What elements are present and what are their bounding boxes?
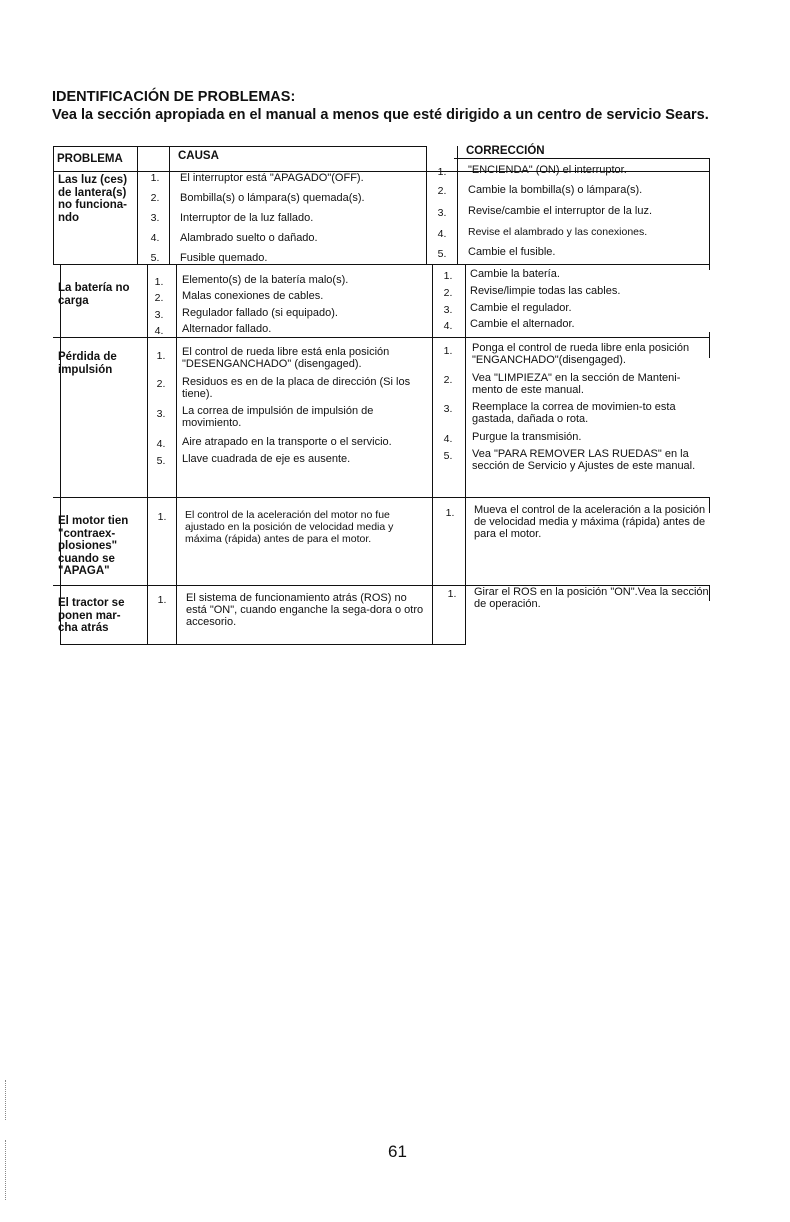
correction-number: 4. xyxy=(437,228,447,240)
correction-text: Girar el ROS en la posición "ON".Vea la sección de operación. xyxy=(474,586,709,610)
cause-text: El interruptor está "APAGADO"(OFF). xyxy=(180,172,364,184)
cause-text: Regulador fallado (si equipado). xyxy=(182,307,338,319)
correction-number: 1. xyxy=(443,270,453,282)
cause-number: 1. xyxy=(156,350,166,362)
cause-number: 2. xyxy=(156,378,166,390)
table-top-rule xyxy=(53,146,427,147)
correction-text: Cambie el fusible. xyxy=(468,246,556,258)
cause-divider-lower xyxy=(432,264,433,644)
correction-text: Ponga el control de rueda libre enla posición "ENGANCHADO"(disengaged). xyxy=(472,342,690,366)
correction-number: 4. xyxy=(443,433,453,445)
correction-number: 3. xyxy=(437,207,447,219)
scan-margin-mark xyxy=(5,1140,7,1200)
correction-text: Revise el alambrado y las conexiones. xyxy=(468,226,648,238)
correction-text: "ENCIENDA" (ON) el interruptor. xyxy=(468,164,627,176)
problem-cell: La batería no carga xyxy=(58,282,130,307)
table-bottom-rule xyxy=(60,644,466,645)
cause-text: Fusible quemado. xyxy=(180,252,268,264)
correction-number: 2. xyxy=(443,287,453,299)
cause-text: Bombilla(s) o lámpara(s) quemada(s). xyxy=(180,192,365,204)
problem-cell: Pérdida de impulsión xyxy=(58,351,117,376)
cause-text: Malas conexiones de cables. xyxy=(182,290,324,302)
correction-text: Revise/cambie el interruptor de la luz. xyxy=(468,205,653,217)
cause-text: La correa de impulsión de impulsión de movimiento. xyxy=(182,405,374,429)
cause-number: 4. xyxy=(154,325,164,337)
cause-number: 1. xyxy=(157,594,167,606)
cause-text: El control de la aceleración del motor no fue ajustado en la posición de velocidad media y máxima (rápida) antes de para el motor. xyxy=(185,509,394,545)
correction-number: 5. xyxy=(443,450,453,462)
cause-number: 2. xyxy=(150,192,160,204)
correction-number: 1. xyxy=(437,166,447,178)
cause-number: 4. xyxy=(150,232,160,244)
correction-text: Purgue la transmisión. xyxy=(472,431,582,443)
problem-cell: Las luz (ces) de lantera(s) no funciona-ndo xyxy=(58,174,128,224)
correction-text: Revise/limpie todas las cables. xyxy=(470,285,621,297)
correction-header-rule xyxy=(454,158,710,159)
correction-number: 3. xyxy=(443,304,453,316)
cause-number: 1. xyxy=(150,172,160,184)
header-problem: PROBLEMA xyxy=(57,153,123,165)
row-rule-1 xyxy=(53,264,709,265)
cause-text: Aire atrapado en la transporte o el servicio. xyxy=(182,436,392,448)
correction-number: 2. xyxy=(437,185,447,197)
cause-text: Interruptor de la luz fallado. xyxy=(180,212,314,224)
header-cause: CAUSA xyxy=(178,150,219,162)
cause-number: 5. xyxy=(150,252,160,264)
left-border xyxy=(53,146,54,264)
correction-number-divider xyxy=(457,146,458,264)
problem-cell: El motor tien "contraex-plosiones" cuando se "APAGA" xyxy=(58,515,129,577)
problem-divider xyxy=(137,146,138,264)
cause-text: Residuos es en de la placa de dirección (Si los tiene). xyxy=(182,376,411,400)
right-border-segment-2 xyxy=(709,332,710,358)
cause-number: 3. xyxy=(154,309,164,321)
cause-text: Llave cuadrada de eje es ausente. xyxy=(182,453,351,465)
cause-number: 3. xyxy=(156,408,166,420)
row-rule-3 xyxy=(53,497,709,498)
correction-number: 2. xyxy=(443,374,453,386)
cause-number-divider-lower xyxy=(176,264,177,644)
cause-number: 3. xyxy=(150,212,160,224)
cause-number: 5. xyxy=(156,455,166,467)
cause-divider xyxy=(426,146,427,264)
correction-text: Mueva el control de la aceleración a la posición de velocidad media y máxima (rápida) antes de para el motor. xyxy=(474,504,706,540)
correction-number: 1. xyxy=(447,588,457,600)
cause-number-divider xyxy=(169,146,170,264)
cause-number: 1. xyxy=(157,511,167,523)
correction-number: 4. xyxy=(443,320,453,332)
left-border-lower xyxy=(60,264,61,644)
problem-divider-lower xyxy=(147,264,148,644)
correction-text: Cambie la bombilla(s) o lámpara(s). xyxy=(468,184,643,196)
header-correction: CORRECCIÓN xyxy=(466,145,545,157)
cause-text: El sistema de funcionamiento atrás (ROS) no está "ON", cuando enganche la sega-dora o otro accesorio. xyxy=(186,592,424,628)
page-subheading: Vea la sección apropiada en el manual a menos que esté dirigido a un centro de servicio Sears. xyxy=(52,107,709,123)
correction-text: Vea "LIMPIEZA" en la sección de Manteni-mento de este manual. xyxy=(472,372,681,396)
cause-text: El control de rueda libre está enla posición "DESENGANCHADO" (disengaged). xyxy=(182,346,390,370)
correction-number: 1. xyxy=(445,507,455,519)
correction-number: 3. xyxy=(443,403,453,415)
cause-number: 2. xyxy=(154,292,164,304)
correction-text: Cambie el alternador. xyxy=(470,318,575,330)
correction-number: 1. xyxy=(443,345,453,357)
scan-margin-mark xyxy=(5,1080,7,1120)
correction-text: Cambie la batería. xyxy=(470,268,560,280)
cause-number: 4. xyxy=(156,438,166,450)
cause-number: 1. xyxy=(154,276,164,288)
cause-text: Alternador fallado. xyxy=(182,323,272,335)
problem-cell: El tractor se ponen mar-cha atrás xyxy=(58,597,125,634)
row-rule-2 xyxy=(53,337,709,338)
right-border xyxy=(709,158,710,270)
correction-text: Cambie el regulador. xyxy=(470,302,572,314)
page-heading: IDENTIFICACIÓN DE PROBLEMAS: xyxy=(52,89,296,105)
cause-text: Alambrado suelto o dañado. xyxy=(180,232,318,244)
correction-text: Vea "PARA REMOVER LAS RUEDAS" en la sección de Servicio y Ajustes de este manual. xyxy=(472,448,696,472)
correction-number: 5. xyxy=(437,248,447,260)
correction-text: Reemplace la correa de movimien-to esta gastada, dañada o rota. xyxy=(472,401,676,425)
cause-text: Elemento(s) de la batería malo(s). xyxy=(182,274,349,286)
page-number: 61 xyxy=(388,1142,407,1161)
correction-number-divider-lower xyxy=(465,264,466,644)
